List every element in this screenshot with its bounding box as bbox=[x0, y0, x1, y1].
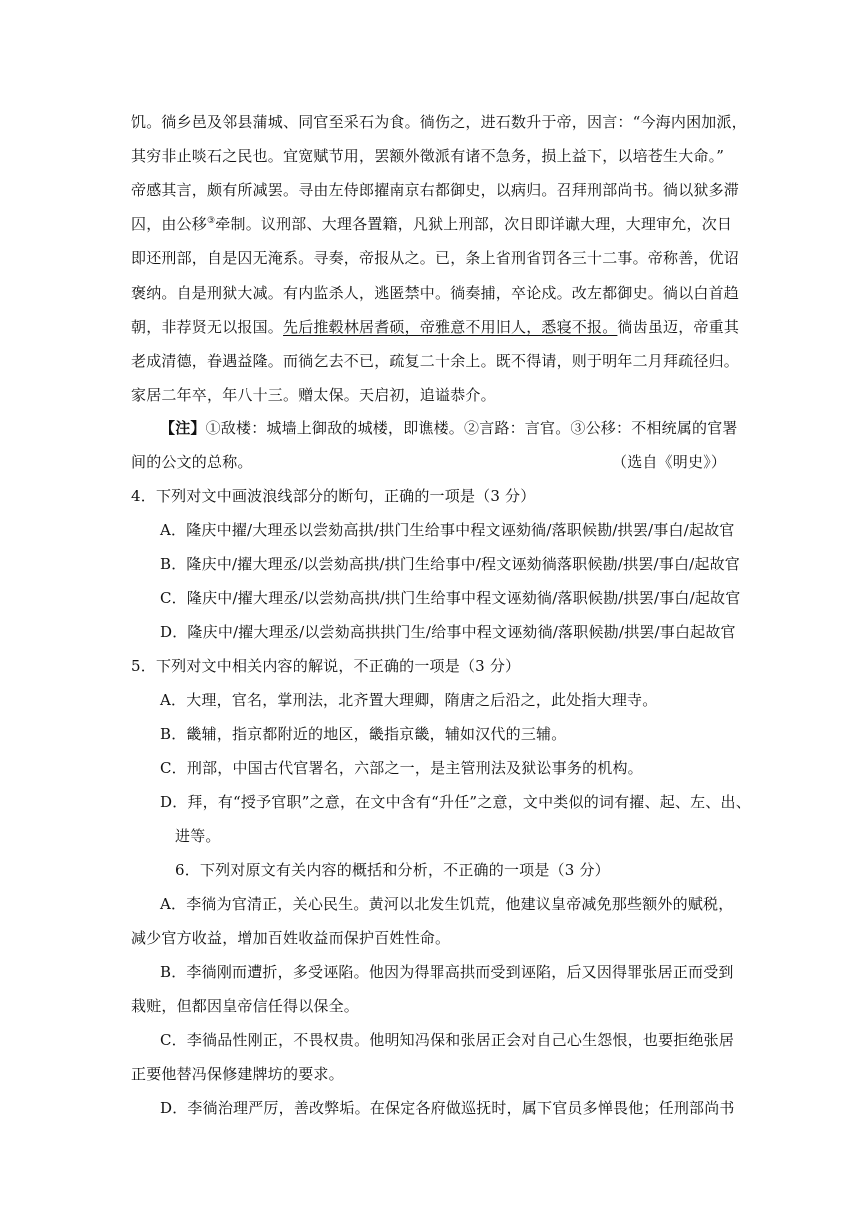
passage-text: 牵制。议刑部、大理各置籍，凡狱上刑部，次日即详谳大理，大理审允，次日 bbox=[215, 215, 733, 233]
passage-line: 褒纳。自是刑狱大减。有内监杀人，逃匿禁中。徜奏捕，卒论戍。改左都御史。徜以白首趋 bbox=[131, 284, 740, 302]
passage-line bbox=[131, 317, 739, 337]
passage-line: 帝感其言，颇有所减罢。寻由左侍郎擢南京右都御史，以病归。召拜刑部尚书。徜以狱多滞 bbox=[131, 181, 740, 199]
underlined-sentence: 先后推毂林居耆硕，帝雅意不用旧人，悉寝不报。 bbox=[283, 318, 618, 336]
note-line: 间的公文的总称。 bbox=[131, 453, 253, 471]
note-text: ①敌楼：城墙上御敌的城楼，即谯楼。②言路：言官。③公移：不相统属的官署 bbox=[205, 419, 738, 437]
question-4-option-b: B．隆庆中/擢大理丞/以尝劾高拱/拱门生给事中/程文诬劾徜落职候勘/拱罢/事白/起故官 bbox=[160, 555, 741, 573]
footnote-marker: ③ bbox=[207, 216, 216, 226]
note-line bbox=[160, 418, 738, 438]
question-5-option-c: C．刑部，中国古代官署名，六部之一，是主管刑法及狱讼事务的机构。 bbox=[160, 759, 643, 777]
passage-line: 即还刑部，自是囚无淹系。寻奏，帝报从之。已，条上省刑省罚各三十二事。帝称善，优诏 bbox=[131, 249, 740, 267]
question-6-stem: 6．下列对原文有关内容的概括和分析，不正确的一项是（3 分） bbox=[175, 861, 610, 879]
passage-line: 其穷非止啖石之民也。宜宽赋节用，罢额外徵派有诸不急务，损上益下，以培苍生大命。” bbox=[131, 147, 725, 165]
question-5-option-d-cont: 进等。 bbox=[175, 827, 221, 845]
question-5-option-b: B．畿辅，指京都附近的地区，畿指京畿，辅如汉代的三辅。 bbox=[160, 725, 567, 743]
source-citation: （选自《明史》） bbox=[612, 453, 727, 471]
question-6-option-a: A．李徜为官清正，关心民生。黄河以北发生饥荒，他建议皇帝减免那些额外的赋税， bbox=[160, 895, 734, 913]
question-5-option-d: D．拜，有“授予官职”之意，在文中含有“升任”之意，文中类似的词有擢、起、左、出、 bbox=[160, 793, 751, 811]
passage-line bbox=[131, 214, 732, 234]
question-6-option-c: C．李徜品性刚正，不畏权贵。他明知冯保和张居正会对自己心生怨恨，也要拒绝张居 bbox=[160, 1031, 735, 1049]
passage-line: 老成清德，眷遇益隆。而徜乞去不已，疏复二十余上。既不得请，则于明年二月拜疏径归。 bbox=[131, 352, 740, 370]
question-5-stem: 5．下列对文中相关内容的解说，不正确的一项是（3 分） bbox=[131, 657, 521, 675]
passage-text: 徜齿虽迈，帝重其 bbox=[617, 318, 740, 336]
question-4-stem: 4．下列对文中画波浪线部分的断句，正确的一项是（3 分） bbox=[131, 487, 536, 505]
question-6-option-b-cont: 栽赃，但都因皇帝信任得以保全。 bbox=[131, 997, 360, 1015]
question-4-option-a: A．隆庆中擢/大理丞以尝劾高拱/拱门生给事中程文诬劾徜/落职候勘/拱罢/事白/起故官 bbox=[160, 521, 735, 539]
note-label: 【注】 bbox=[160, 419, 206, 437]
passage-text: 朝，非荐贤无以报国。 bbox=[131, 318, 284, 336]
question-6-option-b: B．李徜刚而遭折，多受诬陷。他因为得罪高拱而受到诬陷，后又因得罪张居正而受到 bbox=[160, 963, 734, 981]
passage-line: 家居二年卒，年八十三。赠太保。天启初，追谥恭介。 bbox=[131, 386, 496, 404]
passage-line: 饥。徜乡邑及邻县蒲城、同官至采石为食。徜伤之，进石数升于帝，因言：“今海内困加派， bbox=[131, 113, 747, 131]
question-5-option-a: A．大理，官名，掌刑法，北齐置大理卿，隋唐之后沿之，此处指大理寺。 bbox=[160, 691, 658, 709]
question-6-option-d: D．李徜治理严厉，善改弊垢。在保定各府做巡抚时，属下官员多惮畏他；任刑部尚书 bbox=[160, 1099, 735, 1117]
passage-text: 囚，由公移 bbox=[131, 215, 208, 233]
question-6-option-a-cont: 减少官方收益，增加百姓收益而保护百姓性命。 bbox=[131, 929, 451, 947]
question-4-option-c: C．隆庆中/擢大理丞/以尝劾高拱/拱门生给事中程文诬劾徜/落职候勘/拱罢/事白/起故官 bbox=[160, 589, 741, 607]
question-6-option-c-cont: 正要他替冯保修建牌坊的要求。 bbox=[131, 1065, 344, 1083]
question-4-option-d: D．隆庆中/擢大理丞/以尝劾高拱拱门生/给事中程文诬劾徜/落职候勘/拱罢/事白起故官 bbox=[160, 623, 736, 641]
